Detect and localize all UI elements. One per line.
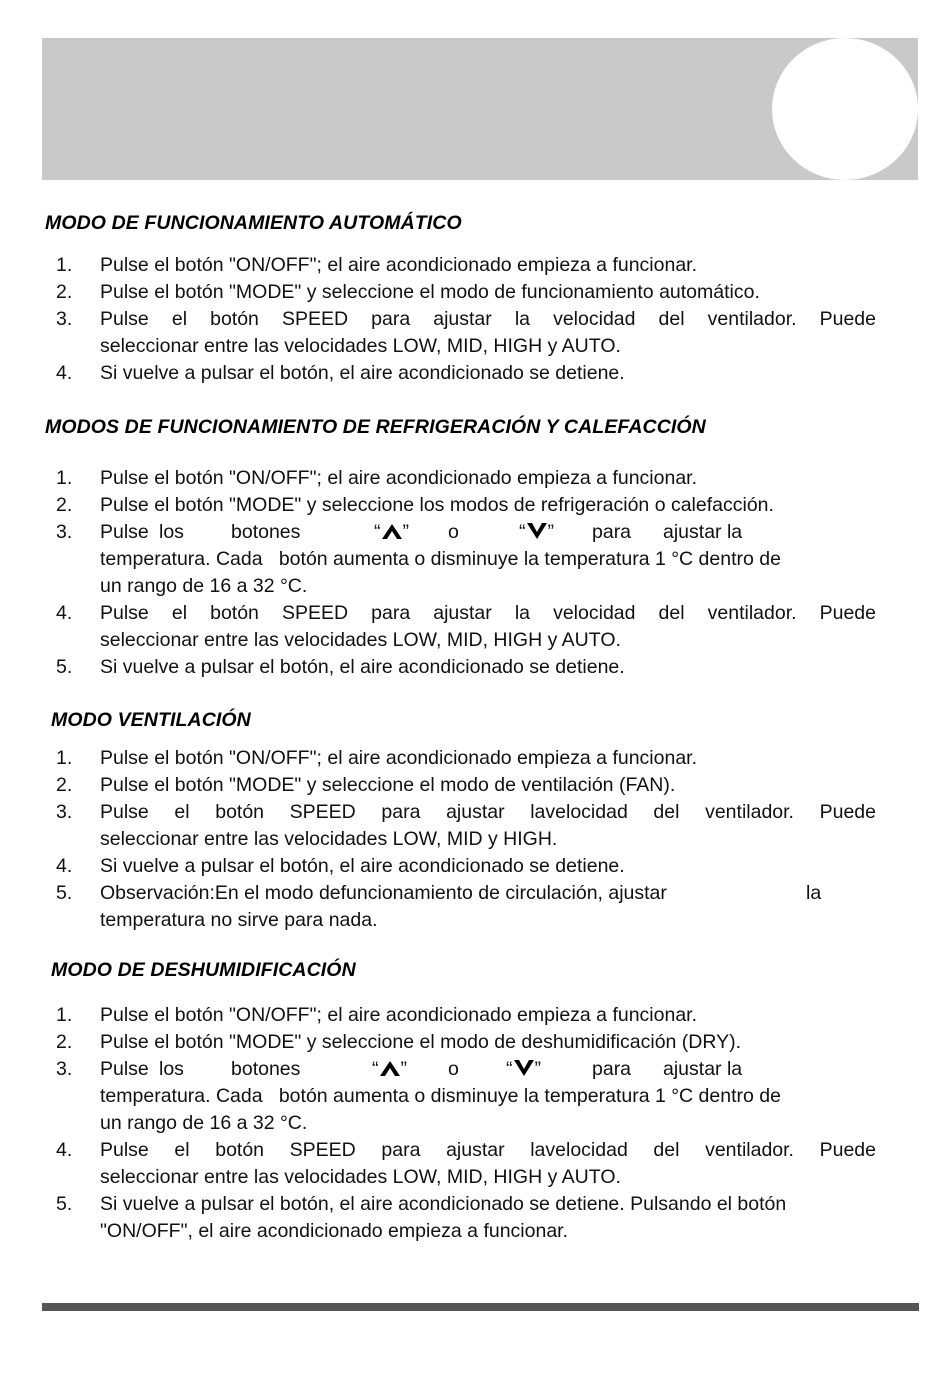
section-title-dry: MODO DE DESHUMIDIFICACIÓN	[51, 959, 356, 981]
up-arrow-icon	[381, 522, 403, 540]
item-text: Pulse el botón "ON/OFF"; el aire acondicionado empieza a funcionar.	[100, 254, 698, 276]
word: botones	[231, 521, 301, 543]
up-button-reference	[372, 1056, 407, 1083]
word: los	[159, 1058, 184, 1080]
item-text: Pulse el botón "MODE" y seleccione el modo de deshumidificación (DRY).	[100, 1031, 742, 1053]
item-number: 4.	[56, 362, 73, 384]
item-text-line2: "ON/OFF", el aire acondicionado empieza a funcionar.	[100, 1220, 568, 1242]
item-text-line3: un rango de 16 a 32 °C.	[100, 1112, 308, 1134]
item-number: 4.	[56, 1139, 73, 1161]
item-text-line1: Pulse el botón SPEED para ajustar lavelocidad del ventilador. Puede	[100, 801, 876, 823]
list-item	[0, 1191, 950, 1245]
list-item	[0, 799, 950, 853]
item-number: 1.	[56, 747, 73, 769]
word: botones	[231, 1058, 301, 1080]
list-item	[0, 465, 950, 492]
close-quote: ”	[534, 1058, 541, 1080]
item-text-line2: seleccionar entre las velocidades LOW, MID, HIGH y AUTO.	[100, 1166, 621, 1188]
item-text: Pulse el botón "ON/OFF"; el aire acondicionado empieza a funcionar.	[100, 467, 698, 489]
list-item	[0, 1029, 950, 1056]
item-text-line2: seleccionar entre las velocidades LOW, MID, HIGH y AUTO.	[100, 629, 621, 651]
list-item	[0, 600, 950, 654]
item-text-line1	[0, 1056, 950, 1083]
item-text-line1: Si vuelve a pulsar el botón, el aire acondicionado se detiene. Pulsando el botón	[100, 1193, 787, 1215]
item-text-line3: un rango de 16 a 32 °C.	[100, 575, 308, 597]
open-quote: “	[374, 521, 381, 543]
item-number: 5.	[56, 1193, 73, 1215]
item-text: Pulse el botón "MODE" y seleccione los modos de refrigeración o calefacción.	[100, 494, 774, 516]
list-item	[0, 1137, 950, 1191]
list-auto	[0, 252, 950, 387]
item-number: 4.	[56, 855, 73, 877]
close-quote: ”	[547, 521, 554, 543]
section-title-auto: MODO DE FUNCIONAMIENTO AUTOMÁTICO	[45, 212, 462, 234]
list-dry	[0, 1002, 950, 1245]
word: ajustar la	[663, 521, 743, 543]
list-fan	[0, 745, 950, 934]
open-quote: “	[372, 1058, 379, 1080]
list-item	[0, 745, 950, 772]
word: ajustar la	[663, 1058, 743, 1080]
list-item	[0, 492, 950, 519]
item-text-line1: Pulse el botón SPEED para ajustar lavelocidad del ventilador. Puede	[100, 1139, 876, 1161]
header-circle-decoration	[772, 38, 918, 180]
list-item	[0, 306, 950, 360]
list-item	[0, 1002, 950, 1029]
item-text: Si vuelve a pulsar el botón, el aire acondicionado se detiene.	[100, 656, 625, 678]
item-text-line1: Pulse el botón SPEED para ajustar la velocidad del ventilador. Puede	[100, 308, 876, 330]
item-text-line1: Pulse el botón SPEED para ajustar la velocidad del ventilador. Puede	[100, 602, 876, 624]
item-number: 5.	[56, 656, 73, 678]
list-item	[0, 654, 950, 681]
up-button-reference	[374, 519, 409, 546]
word: Pulse	[100, 521, 149, 543]
item-text-line2: seleccionar entre las velocidades LOW, MID, HIGH y AUTO.	[100, 335, 621, 357]
down-arrow-icon	[513, 1059, 535, 1077]
close-quote: ”	[402, 521, 409, 543]
item-number: 2.	[56, 1031, 73, 1053]
list-item	[0, 360, 950, 387]
item-number: 2.	[56, 494, 73, 516]
item-text-line2: seleccionar entre las velocidades LOW, MID y HIGH.	[100, 828, 558, 850]
text-segment: la	[806, 882, 822, 904]
down-arrow-icon	[526, 522, 548, 540]
item-text: Si vuelve a pulsar el botón, el aire acondicionado se detiene.	[100, 855, 625, 877]
item-text-line2: temperatura. Cada botón aumenta o disminuye la temperatura 1 °C dentro de	[100, 1085, 781, 1107]
open-quote: “	[519, 521, 526, 543]
close-quote: ”	[400, 1058, 407, 1080]
item-number: 3.	[56, 1058, 73, 1080]
text-segment: Observación:En el modo defuncionamiento de circulación, ajustar	[100, 882, 667, 904]
item-number: 3.	[56, 521, 73, 543]
item-text-line1	[0, 880, 950, 907]
item-number: 4.	[56, 602, 73, 624]
word: Pulse	[100, 1058, 149, 1080]
word: o	[448, 521, 459, 543]
list-item	[0, 1056, 950, 1137]
section-title-fan: MODO VENTILACIÓN	[51, 709, 251, 731]
open-quote: “	[506, 1058, 513, 1080]
item-text-line1	[0, 519, 950, 546]
word: para	[592, 1058, 632, 1080]
footer-bar	[42, 1303, 919, 1311]
item-number: 3.	[56, 308, 73, 330]
item-number: 2.	[56, 774, 73, 796]
item-number: 1.	[56, 467, 73, 489]
down-button-reference	[506, 1056, 541, 1083]
word: para	[592, 521, 632, 543]
item-text-line2: temperatura. Cada botón aumenta o disminuye la temperatura 1 °C dentro de	[100, 548, 781, 570]
item-number: 5.	[56, 882, 73, 904]
list-item	[0, 279, 950, 306]
item-text: Pulse el botón "ON/OFF"; el aire acondicionado empieza a funcionar.	[100, 1004, 698, 1026]
list-item	[0, 519, 950, 600]
list-item	[0, 880, 950, 934]
list-item	[0, 772, 950, 799]
list-item	[0, 252, 950, 279]
word: o	[448, 1058, 459, 1080]
up-arrow-icon	[379, 1059, 401, 1077]
item-number: 3.	[56, 801, 73, 823]
item-text: Pulse el botón "ON/OFF"; el aire acondicionado empieza a funcionar.	[100, 747, 698, 769]
header-band	[42, 38, 918, 180]
item-number: 1.	[56, 1004, 73, 1026]
down-button-reference	[519, 519, 554, 546]
list-item	[0, 853, 950, 880]
item-text-line2: temperatura no sirve para nada.	[100, 909, 378, 931]
item-number: 1.	[56, 254, 73, 276]
item-text: Pulse el botón "MODE" y seleccione el modo de funcionamiento automático.	[100, 281, 760, 303]
item-text: Pulse el botón "MODE" y seleccione el modo de ventilación (FAN).	[100, 774, 676, 796]
item-text: Si vuelve a pulsar el botón, el aire acondicionado se detiene.	[100, 362, 625, 384]
word: los	[159, 521, 184, 543]
list-cool-heat	[0, 465, 950, 681]
item-number: 2.	[56, 281, 73, 303]
section-title-cool-heat: MODOS DE FUNCIONAMIENTO DE REFRIGERACIÓN Y CALEFACCIÓN	[45, 416, 706, 438]
